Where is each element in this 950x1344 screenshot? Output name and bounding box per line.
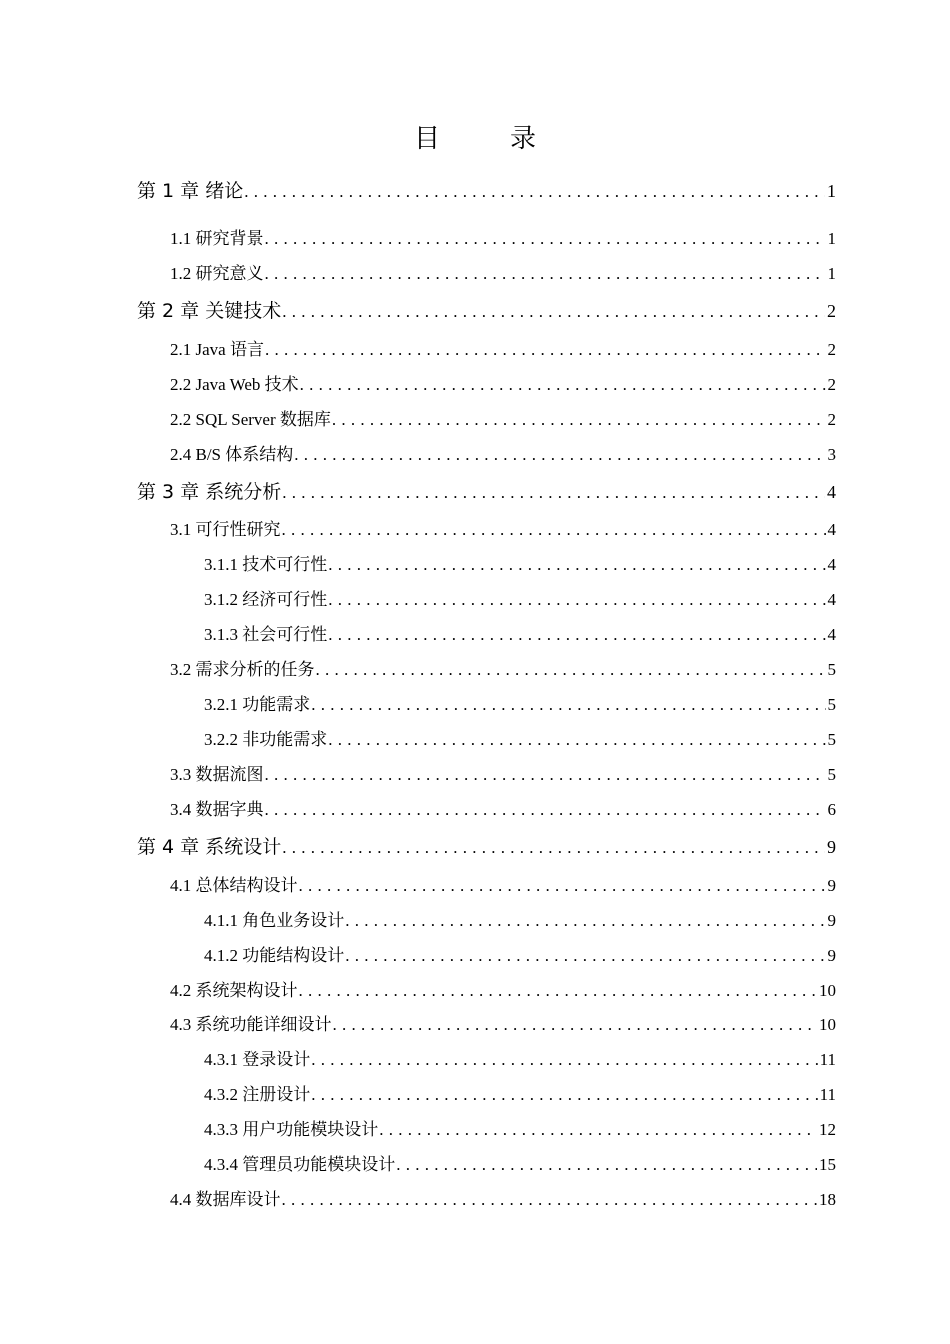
dot-leader (328, 621, 825, 649)
toc-entry-page-number: 5 (827, 730, 836, 749)
dot-leader (311, 1046, 817, 1074)
toc-entry[interactable] (170, 441, 836, 469)
toc-entry-page-number: 2 (827, 410, 836, 429)
toc-entry[interactable] (204, 551, 836, 579)
dot-leader (265, 761, 826, 789)
toc-entry-page-number: 6 (827, 800, 836, 819)
toc-entry-text: 第 3 章 系统分析 (137, 481, 282, 503)
toc-entry[interactable] (170, 336, 836, 364)
toc-entry-page-number: 1 (827, 181, 836, 201)
toc-entry-page-number: 3 (827, 445, 836, 464)
toc-entry-text: 4.3.4 管理员功能模块设计 (204, 1155, 396, 1174)
toc-entry[interactable] (204, 621, 836, 649)
toc-entry-page-number: 9 (827, 837, 836, 857)
toc-entry-text: 1.1 研究背景 (170, 229, 264, 248)
toc-entry[interactable] (170, 656, 836, 684)
dot-leader (282, 297, 825, 326)
toc-entry-text: 4.3.2 注册设计 (204, 1085, 311, 1104)
dot-leader (265, 225, 826, 253)
toc-entry-page-number: 4 (827, 482, 836, 502)
toc-entry[interactable] (170, 406, 836, 434)
toc-entry-page-number: 2 (827, 375, 836, 394)
toc-entry[interactable] (170, 225, 836, 253)
toc-entry-text: 3.2.1 功能需求 (204, 695, 311, 714)
toc-entry[interactable] (204, 1081, 836, 1109)
dot-leader (345, 942, 825, 970)
toc-entry-text: 4.4 数据库设计 (170, 1190, 281, 1209)
toc-entry-page-number: 5 (827, 765, 836, 784)
toc-entry-page-number: 9 (827, 946, 836, 965)
toc-entry-text: 第 2 章 关键技术 (137, 300, 282, 322)
dot-leader (282, 516, 826, 544)
toc-entry-text: 第 1 章 绪论 (137, 180, 244, 202)
dot-leader (316, 656, 826, 684)
toc-entry-text: 4.3.1 登录设计 (204, 1050, 311, 1069)
dot-leader (244, 177, 825, 206)
toc-entry-text: 4.3.3 用户功能模块设计 (204, 1120, 379, 1139)
toc-entry-text: 2.2 Java Web 技术 (170, 375, 299, 394)
toc-entry-page-number: 11 (819, 1085, 836, 1104)
toc-entry-page-number: 1 (827, 229, 836, 248)
toc-entry[interactable] (170, 260, 836, 288)
toc-entry-text: 3.1.3 社会可行性 (204, 625, 328, 644)
toc-entry-page-number: 4 (827, 520, 836, 539)
dot-leader (299, 977, 818, 1005)
dot-leader (379, 1116, 817, 1144)
toc-title: 目 录 (413, 124, 558, 154)
toc-entry[interactable] (137, 176, 836, 206)
toc-entry-page-number: 10 (819, 981, 836, 1000)
dot-leader (333, 1011, 818, 1039)
toc-entry-text: 3.1.1 技术可行性 (204, 555, 328, 574)
toc-entry[interactable] (170, 977, 836, 1005)
toc-entry-text: 2.4 B/S 体系结构 (170, 445, 294, 464)
toc-entry-page-number: 2 (827, 340, 836, 359)
dot-leader (311, 1081, 817, 1109)
toc-entry[interactable] (170, 1011, 836, 1039)
dot-leader (265, 336, 826, 364)
toc-entry-page-number: 1 (827, 264, 836, 283)
toc-entry-page-number: 9 (827, 876, 836, 895)
toc-entry-text: 4.3 系统功能详细设计 (170, 1015, 332, 1034)
toc-entry-page-number: 18 (819, 1190, 836, 1209)
toc-entry-text: 3.1.2 经济可行性 (204, 590, 328, 609)
toc-entry-page-number: 5 (827, 695, 836, 714)
toc-entry-text: 第 4 章 系统设计 (137, 836, 282, 858)
toc-entry[interactable] (204, 586, 836, 614)
dot-leader (282, 478, 825, 507)
dot-leader (328, 586, 825, 614)
toc-entry[interactable] (204, 691, 836, 719)
toc-entry[interactable] (170, 1186, 836, 1214)
dot-leader (328, 551, 825, 579)
dot-leader (345, 907, 825, 935)
toc-entry[interactable] (204, 1046, 836, 1074)
dot-leader (282, 833, 825, 862)
dot-leader (265, 260, 826, 288)
toc-entry-page-number: 4 (827, 625, 836, 644)
toc-entry[interactable] (204, 942, 836, 970)
toc-entry[interactable] (170, 371, 836, 399)
toc-entry[interactable] (137, 477, 836, 507)
toc-entry-text: 3.1 可行性研究 (170, 520, 281, 539)
toc-entry-text: 4.1.2 功能结构设计 (204, 946, 345, 965)
toc-entry-text: 2.2 SQL Server 数据库 (170, 410, 331, 429)
dot-leader (332, 406, 826, 434)
toc-entry-text: 3.3 数据流图 (170, 765, 264, 784)
toc-entry-page-number: 2 (827, 301, 836, 321)
toc-entry-text: 3.2 需求分析的任务 (170, 660, 315, 679)
toc-entry-page-number: 11 (819, 1050, 836, 1069)
toc-entry-text: 3.2.2 非功能需求 (204, 730, 328, 749)
toc-entry-text: 3.4 数据字典 (170, 800, 264, 819)
dot-leader (265, 796, 826, 824)
toc-entry-page-number: 10 (819, 1015, 836, 1034)
toc-entry[interactable] (137, 832, 836, 862)
toc-entry[interactable] (204, 726, 836, 754)
toc-entry[interactable] (170, 796, 836, 824)
toc-entry[interactable] (137, 296, 836, 326)
toc-entry-text: 4.1.1 角色业务设计 (204, 911, 345, 930)
toc-entry[interactable] (170, 872, 836, 900)
dot-leader (396, 1151, 817, 1179)
toc-entry-text: 2.1 Java 语言 (170, 340, 264, 359)
toc-entry-page-number: 4 (827, 555, 836, 574)
toc-entry-text: 1.2 研究意义 (170, 264, 264, 283)
toc-entry-page-number: 4 (827, 590, 836, 609)
toc-entry[interactable] (204, 1151, 836, 1179)
dot-leader (282, 1186, 818, 1214)
dot-leader (311, 691, 825, 719)
toc-entry-text: 4.2 系统架构设计 (170, 981, 298, 1000)
dot-leader (328, 726, 825, 754)
toc-entry-page-number: 9 (827, 911, 836, 930)
toc-entry[interactable] (204, 1116, 836, 1144)
dot-leader (299, 872, 826, 900)
toc-entry[interactable] (204, 907, 836, 935)
toc-entry-page-number: 5 (827, 660, 836, 679)
toc-entry-page-number: 15 (819, 1155, 836, 1174)
toc-entry-text: 4.1 总体结构设计 (170, 876, 298, 895)
toc-entry-page-number: 12 (819, 1120, 836, 1139)
toc-entry[interactable] (170, 761, 836, 789)
dot-leader (300, 371, 826, 399)
toc-entry[interactable] (170, 516, 836, 544)
dot-leader (294, 441, 825, 469)
